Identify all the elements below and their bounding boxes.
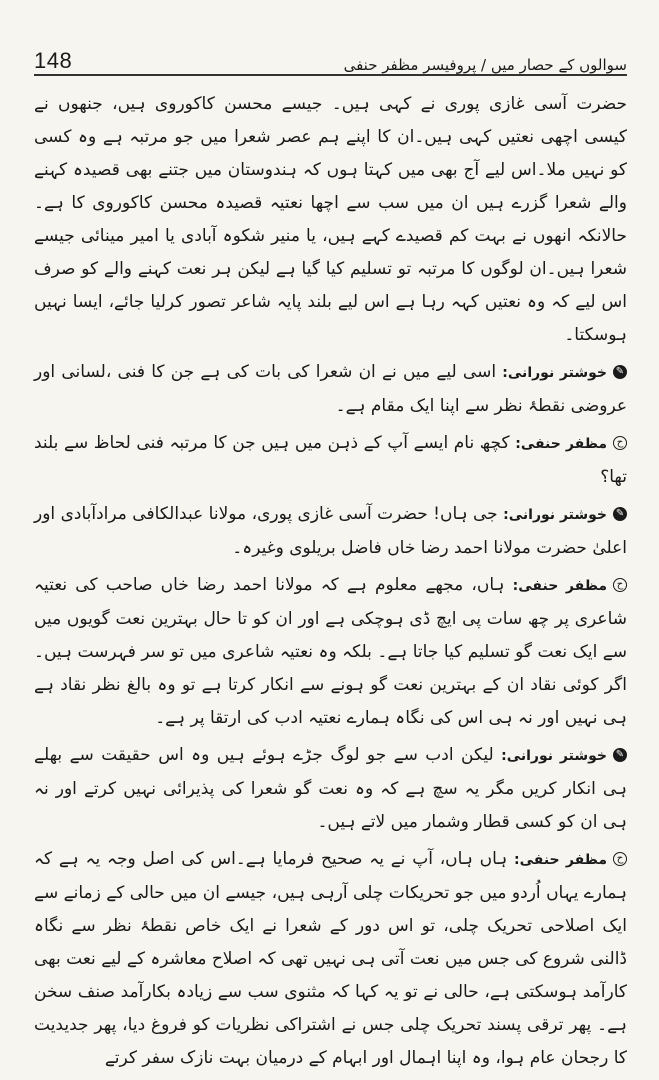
dialogue-text: کچھ نام ایسے آپ کے ذہن میں ہیں جن کا مرتبہ فنی لحاظ سے بلند تھا؟ xyxy=(34,433,627,487)
dialogue-text: اسی لیے میں نے ان شعرا کی بات کی ہے جن کا فنی ،لسانی اور عروضی نقطۂ نظر سے اپنا ایک مقام ہے۔ xyxy=(34,362,627,416)
dialogue-block xyxy=(34,498,627,565)
speaker-marker-icon: ح xyxy=(613,578,627,592)
speaker-label: مظفر حنفی: xyxy=(514,852,607,868)
speaker-label: خوشتر نورانی: xyxy=(501,748,607,764)
pen-icon: ✎ xyxy=(613,507,627,521)
dialogue-block xyxy=(34,427,627,494)
page-header xyxy=(34,28,627,76)
dialogue-text: جی ہاں! حضرت آسی غازی پوری، مولانا عبدالکافی مرادآبادی اور اعلیٰ حضرت مولانا احمد رضا خاں فاضل بریلوی وغیرہ۔ xyxy=(34,504,627,558)
speaker-marker-icon: ح xyxy=(613,852,627,866)
speaker-label: خوشتر نورانی: xyxy=(502,365,607,381)
dialogue-block xyxy=(34,843,627,1075)
dialogue-block xyxy=(34,569,627,735)
speaker-label: خوشتر نورانی: xyxy=(503,507,608,523)
dialogue-text: ہاں ہاں، آپ نے یہ صحیح فرمایا ہے۔اس کی اصل وجہ یہ ہے کہ ہمارے یہاں اُردو میں جو تحریکات چلی آرہی ہیں، جیسے ان میں حالی کے زمانے سے ایک اصلاحی تحریک چلی، تو اس دور کے شعرا نے ایک خاص نقطۂ نظر سے نگاہ ڈالنی شروع کی جس میں نعت آتی ہی نہیں تھی کہ اصلاح معاشرہ کے لیے نعت بھی کارآمد ہوسکتی ہے، حالی نے تو یہ کہا کہ مثنوی سب سے زیادہ بکارآمد صنف سخن ہے۔ پھر ترقی پسند تحریک چلی جس نے اشتراکی نظریات کو فروغ دیا، پھر جدیدیت کا رجحان عام ہوا، وہ اپنا اہمال اور ابہام کے درمیان بہت نازک سفر کرتے xyxy=(34,849,627,1068)
dialogue-block xyxy=(34,356,627,423)
speaker-label: مظفر حنفی: xyxy=(515,436,608,452)
dialogue-text: لیکن ادب سے جو لوگ جڑے ہوئے ہیں وہ اس حقیقت سے بھلے ہی انکار کریں مگر یہ سچ ہے کہ وہ نعت گو شعرا کی پذیرائی نہیں کرتے اور نہ ہی ان کو کسی قطار وشمار میں لاتے ہیں۔ xyxy=(34,745,627,832)
speaker-marker-icon: ح xyxy=(613,436,627,450)
running-title: سوالوں کے حصار میں / پروفیسر مظفر حنفی xyxy=(343,56,627,74)
page-number: 148 xyxy=(34,48,73,73)
pen-icon: ✎ xyxy=(613,365,627,379)
pen-icon: ✎ xyxy=(613,748,627,762)
dialogue-text: ہاں، مجھے معلوم ہے کہ مولانا احمد رضا خاں صاحب کی نعتیہ شاعری پر چھ سات پی ایچ ڈی ہوچکی ہے اور ان کو تا حال بہترین نعت گویوں میں سے ایک نعت گو تسلیم کیا جاتا ہے۔ بلکہ وہ نعتیہ شاعری میں تو سر فہرست ہیں۔اگر کوئی نقاد ان کے بہترین نعت گو ہونے سے انکار کرتا ہے تو وہ بالغ نظر نقاد ہے ہی نہیں اور نہ ہی اس کی نگاہ ہمارے نعتیہ ادب کی ارتقا پر ہے۔ xyxy=(34,575,627,728)
speaker-label: مظفر حنفی: xyxy=(512,578,608,594)
paragraph: حضرت آسی غازی پوری نے کہی ہیں۔ جیسے محسن کاکوروی ہیں، جنھوں نے کیسی اچھی نعتیں کہی ہیں۔ان کا اپنے ہم عصر شعرا میں جو مرتبہ ہے وہ کسی کو نہیں ملا۔اس لیے آج بھی میں کہتا ہوں کہ ہندوستان میں جتنے بھی قصیدہ کہنے والے شعرا گزرے ہیں ان میں سب سے اچھا نعتیہ قصیدہ محسن کاکوروی کا ہے۔حالانکہ انھوں نے بہت کم قصیدے کہے ہیں، یا منیر شکوہ آبادی یا امیر مینائی جیسے شعرا ہیں۔ان لوگوں کا مرتبہ تو تسلیم کیا گیا ہے لیکن ہر نعت کہنے والے کو صرف اس لیے کہ وہ نعتیں کہہ رہا ہے اس لیے بلند پایہ شاعر تصور کرلیا جائے، ایسا نہیں ہوسکتا۔ xyxy=(34,94,627,345)
page-body xyxy=(34,88,627,1075)
dialogue-block xyxy=(34,739,627,839)
